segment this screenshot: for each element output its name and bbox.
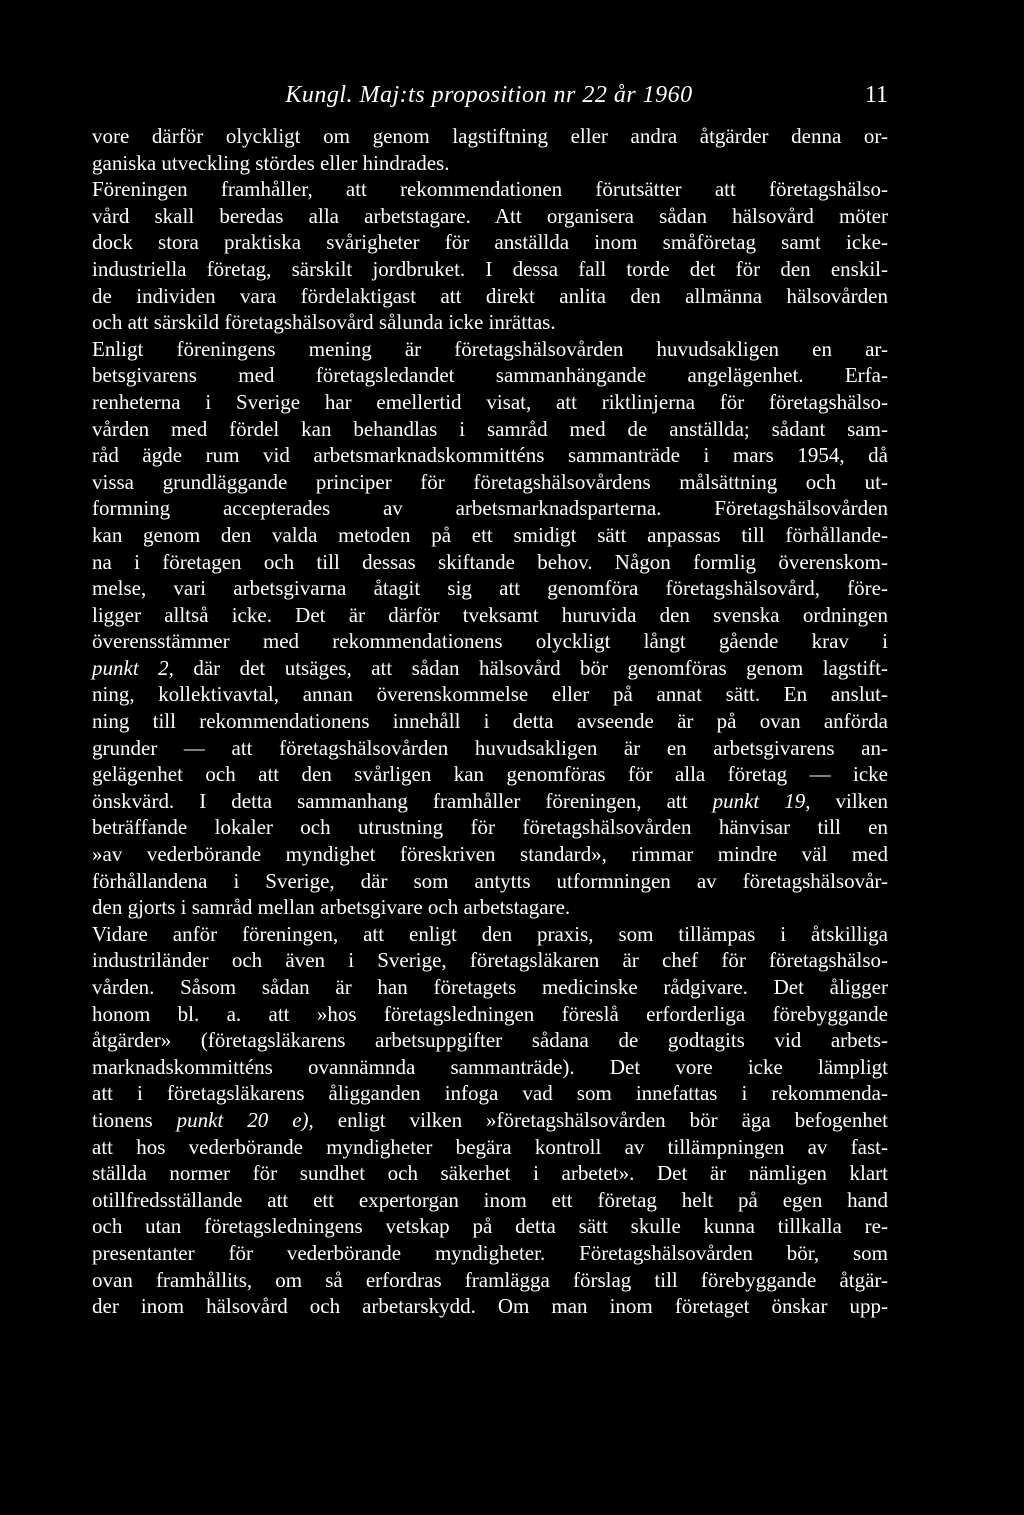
text-line (92, 522, 888, 549)
italic-reference: punkt 2, (92, 655, 174, 680)
text-segment: »av vederbörande myndighet föreskriven standard», rimmar mindre väl med (92, 842, 888, 867)
text-segment: na i företagen och till dessas skiftande behov. Någon formlig överenskom- (92, 549, 888, 574)
text-segment: att i företagsläkarens åligganden infoga vad som innefattas i rekommenda- (92, 1081, 888, 1106)
text-line (92, 575, 888, 602)
text-segment: Vidare anför föreningen, att enligt den praxis, som tillämpas i åtskilliga (92, 921, 888, 946)
text-segment: och utan företagsledningens vetskap på detta sätt skulle kunna tillkalla re- (92, 1214, 888, 1239)
text-line (92, 150, 888, 177)
text-line (92, 416, 888, 443)
text-segment: önskvärd. I detta sammanhang framhåller föreningen, att (92, 788, 713, 813)
text-line (92, 628, 888, 655)
text-line (92, 549, 888, 576)
text-line (92, 389, 888, 416)
text-segment: överensstämmer med rekommendationens olyckligt långt gående krav i (92, 629, 888, 654)
text-line (92, 894, 888, 921)
text-segment: Enligt föreningens mening är företagshälsovården huvudsakligen en ar- (92, 336, 888, 361)
text-line (92, 974, 888, 1001)
text-segment: vissa grundläggande principer för företagshälsovårdens målsättning och ut- (92, 469, 888, 494)
text-line (92, 123, 888, 150)
text-line (92, 1134, 888, 1161)
text-line (92, 176, 888, 203)
text-segment: de individen vara fördelaktigast att direkt anlita den allmänna hälsovården (92, 283, 888, 308)
text-segment: industriella företag, särskilt jordbruket. I dessa fall torde det för den enskil- (92, 256, 888, 281)
text-line (92, 1160, 888, 1187)
text-line (92, 1240, 888, 1267)
text-segment: den gjorts i samråd mellan arbetsgivare och arbetstagare. (92, 895, 571, 920)
text-segment: förhållandena i Sverige, där som antytts utformningen av företagshälsovår- (92, 868, 888, 893)
text-line (92, 1027, 888, 1054)
page-number: 11 (864, 82, 888, 108)
text-line (92, 1054, 888, 1081)
text-line (92, 761, 888, 788)
text-segment: gelägenhet och att den svårligen kan genomföras för alla företag — icke (92, 762, 888, 787)
text-line (92, 362, 888, 389)
text-line (92, 947, 888, 974)
text-segment: ganiska utveckling stördes eller hindrades. (92, 150, 450, 175)
text-segment: ning till rekommendationens innehåll i detta avseende är på ovan anförda (92, 709, 888, 734)
text-segment: otillfredsställande att ett expertorgan inom ett företag helt på egen hand (92, 1187, 888, 1212)
text-segment: formning accepterades av arbetsmarknadsparterna. Företagshälsovården (92, 496, 888, 521)
text-segment: Föreningen framhåller, att rekommendationen förutsätter att företagshälso- (92, 177, 888, 202)
text-line (92, 469, 888, 496)
text-segment: industriländer och även i Sverige, företagsläkaren är chef för företagshälso- (92, 948, 888, 973)
text-line (92, 735, 888, 762)
text-segment: honom bl. a. att »hos företagsledningen föreslå erforderliga förebyggande (92, 1001, 888, 1026)
text-line (92, 309, 888, 336)
text-segment: åtgärder» (företagsläkarens arbetsuppgifter sådana de godtagits vid arbets- (92, 1028, 888, 1053)
text-segment: vilken (810, 788, 889, 813)
text-segment: råd ägde rum vid arbetsmarknadskommitténs sammanträde i mars 1954, då (92, 443, 888, 468)
body-text (92, 123, 888, 1320)
text-line (92, 1001, 888, 1028)
text-segment: ovan framhållits, om så erfordras framlägga förslag till förebyggande åtgär- (92, 1267, 888, 1292)
italic-reference: punkt 20 e), (176, 1107, 314, 1132)
text-segment: tionens (92, 1107, 177, 1132)
text-segment: ligger alltså icke. Det är därför tveksamt huruvida den svenska ordningen (92, 602, 888, 627)
text-segment: marknadskommitténs ovannämnda sammanträde). Det vore icke lämpligt (92, 1054, 888, 1079)
text-line (92, 681, 888, 708)
text-segment: melse, vari arbetsgivarna åtagit sig att genomföra företagshälsovård, före- (92, 576, 888, 601)
text-segment: dock stora praktiska svårigheter för anställda inom småföretag samt icke- (92, 230, 888, 255)
text-line (92, 1293, 888, 1320)
text-line (92, 229, 888, 256)
text-line (92, 1267, 888, 1294)
text-segment: och att särskild företagshälsovård sålunda icke inrättas. (92, 310, 556, 335)
text-segment: der inom hälsovård och arbetarskydd. Om man inom företaget önskar upp- (92, 1294, 888, 1319)
text-segment: ställda normer för sundhet och säkerhet i arbetet». Det är nämligen klart (92, 1161, 888, 1186)
italic-reference: punkt 19, (712, 788, 811, 813)
text-segment: vården med fördel kan behandlas i samråd med de anställda; sådant sam- (92, 416, 888, 441)
text-line (92, 442, 888, 469)
text-segment: betsgivarens med företagsledandet sammanhängande angelägenhet. Erfa- (92, 363, 888, 388)
text-line (92, 1107, 888, 1134)
text-segment: vore därför olyckligt om genom lagstiftning eller andra åtgärder denna or- (92, 124, 888, 148)
header-title: Kungl. Maj:ts proposition nr 22 år 1960 (285, 82, 693, 108)
text-segment: beträffande lokaler och utrustning för företagshälsovården hänvisar till en (92, 815, 888, 840)
text-line (92, 256, 888, 283)
text-segment: renheterna i Sverige har emellertid visat, att riktlinjerna för företagshälso- (92, 389, 888, 414)
text-line (92, 868, 888, 895)
text-segment: presentanter för vederbörande myndigheter. Företagshälsovården bör, som (92, 1240, 888, 1265)
text-segment: grunder — att företagshälsovården huvudsakligen är en arbetsgivarens an- (92, 735, 888, 760)
text-segment: vård skall beredas alla arbetstagare. Att organisera sådan hälsovård möter (92, 203, 888, 228)
text-segment: kan genom den valda metoden på ett smidigt sätt anpassas till förhållande- (92, 522, 888, 547)
text-segment: där det utsäges, att sådan hälsovård bör genomföras genom lagstift- (173, 655, 889, 680)
text-line (92, 788, 888, 815)
text-segment: att hos vederbörande myndigheter begära kontroll av tillämpningen av fast- (92, 1134, 888, 1159)
text-line (92, 1213, 888, 1240)
text-line (92, 1187, 888, 1214)
page-header (90, 82, 888, 122)
text-line (92, 336, 888, 363)
text-line (92, 708, 888, 735)
text-line (92, 655, 888, 682)
text-line (92, 283, 888, 310)
text-line (92, 495, 888, 522)
text-line (92, 814, 888, 841)
text-line (92, 203, 888, 230)
text-line (92, 841, 888, 868)
text-line (92, 602, 888, 629)
text-line (92, 921, 888, 948)
text-segment: enligt vilken »företagshälsovården bör äga befogenhet (313, 1107, 888, 1132)
text-line (92, 1080, 888, 1107)
text-segment: ning, kollektivavtal, annan överenskommelse eller på annat sätt. En anslut- (92, 682, 888, 707)
text-segment: vården. Såsom sådan är han företagets medicinske rådgivare. Det åligger (92, 975, 888, 999)
